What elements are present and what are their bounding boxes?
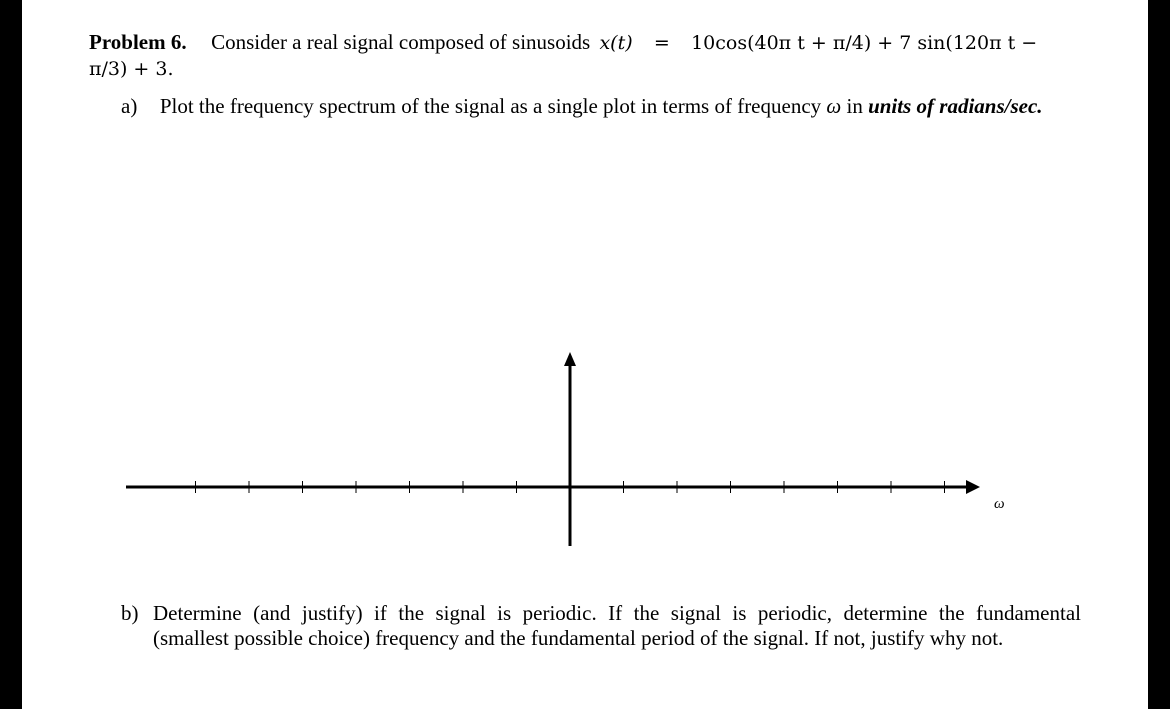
document-page	[22, 0, 1148, 709]
signal-lhs: x(t)	[599, 32, 633, 54]
problem-intro: Consider a real signal composed of sinusoids	[211, 30, 591, 54]
part-b-marker: b)	[121, 601, 139, 625]
x-axis-arrowhead	[966, 480, 980, 494]
problem-label: Problem 6.	[89, 30, 187, 54]
part-a-text: Plot the frequency spectrum of the signal as a single plot in terms of frequency	[159, 94, 822, 118]
part-b-line-1: Determine (and justify) if the signal is periodic. If the signal is periodic, determine the fundamental	[153, 601, 1081, 625]
signal-rhs-line1: 10cos(40π t + π/4) + 7 sin(120π t −	[691, 32, 1038, 54]
signal-rhs-line2: π/3) + 3.	[89, 58, 174, 80]
part-b-line-2: (smallest possible choice) frequency and the fundamental period of the signal. If not, justify why not.	[153, 626, 1004, 650]
part-a-emphasis: units of radians/sec.	[868, 94, 1043, 118]
x-axis-label: ω	[994, 496, 1005, 512]
y-axis-arrowhead	[564, 352, 576, 366]
part-a-marker: a)	[121, 94, 138, 118]
omega-symbol: ω	[826, 94, 842, 118]
part-a-middle: in	[846, 94, 863, 118]
equals-sign: =	[653, 32, 670, 54]
